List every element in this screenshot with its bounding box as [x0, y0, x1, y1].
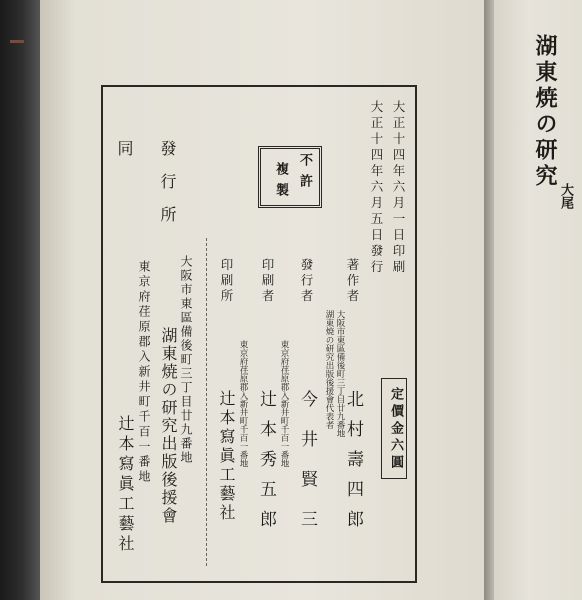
author-short: 大尾 [558, 183, 573, 209]
issuer-label: 發行所 [158, 140, 177, 239]
print-date: 大正十四年六月一日印刷 [391, 100, 406, 276]
binding-mark [10, 40, 24, 43]
same-name: 辻本寫眞工藝社 [116, 415, 135, 555]
publisher-name: 今井賢三 [297, 390, 317, 550]
publisher-label: 發行者 [299, 258, 314, 305]
print-house-name: 辻本寫眞工藝社 [217, 390, 236, 523]
no-reproduction-stamp [258, 146, 322, 208]
issuer-address: 大阪市東區備後町三丁目廿九番地 [179, 255, 193, 465]
stamp-text-left: 複製 [273, 162, 288, 204]
author-address-2: 湖東焼の研究出版後援會代表者 [324, 310, 334, 429]
book-binding [0, 0, 40, 600]
same-address: 東京府荏原郡入新井町千百一番地 [137, 260, 151, 485]
printer-label: 印刷者 [260, 258, 275, 305]
printer-address: 東京府荏原郡入新井町千百一番地 [279, 340, 289, 468]
same-label: 同 [115, 140, 134, 156]
print-house-address: 東京府荏原郡入新井町千百一番地 [238, 340, 248, 468]
author-address-1: 大阪市東區備後町三丁目廿九番地 [335, 310, 345, 438]
price-box [381, 378, 407, 479]
publish-date: 大正十四年六月五日發行 [369, 100, 384, 276]
divider-line [206, 238, 207, 566]
printer-name: 辻本秀五郎 [256, 390, 276, 540]
author-label: 著作者 [345, 258, 360, 305]
price-text: 定價金六圓 [388, 387, 403, 472]
stamp-text-right: 不許 [297, 153, 312, 195]
author-name: 北村壽四郎 [343, 390, 363, 540]
print-house-label: 印刷所 [219, 258, 234, 305]
issuer-name: 湖東焼の研究出版後援會 [159, 327, 178, 525]
book-title: 湖東焼の研究 [532, 34, 558, 190]
